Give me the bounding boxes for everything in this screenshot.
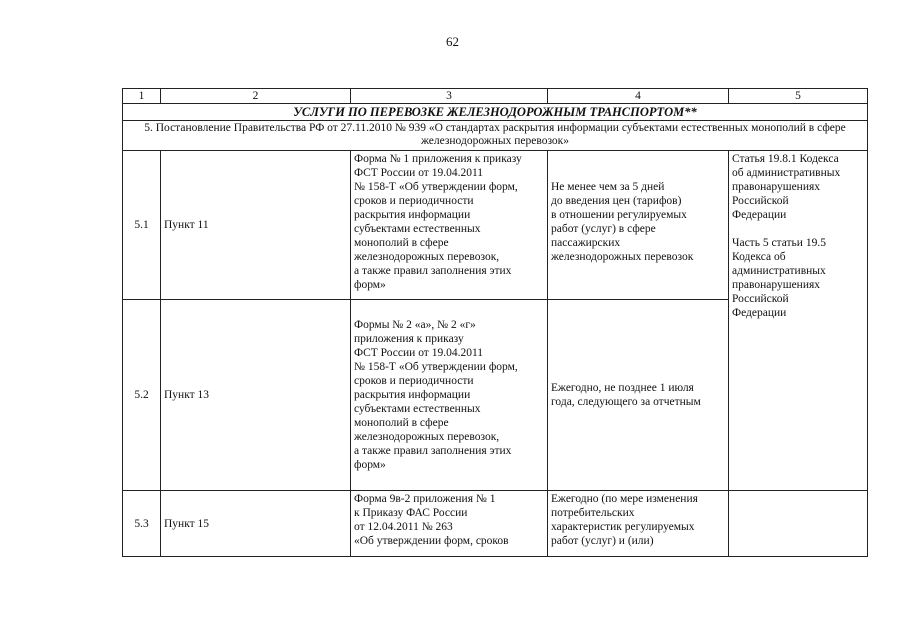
table-row (123, 491, 868, 557)
column-number: 2 (161, 89, 351, 104)
liability-article: Статья 19.8.1 Кодекса об административных правонарушениях Российской Федерации (732, 153, 841, 221)
disclosure-deadline: Ежегодно (по мере изменения потребительских характеристик регулируемых работ (услуг) и (или) (548, 491, 729, 557)
disclosure-form: Формы № 2 «а», № 2 «г» приложения к приказу ФСТ России от 19.04.2011 № 158-Т «Об утверждении форм, сроков и периодичности раскрытия информации субъектами естественных монополий в сфере железнодорожных перевозок, а также правил заполнения этих форм» (351, 300, 548, 491)
liability-article: Часть 5 статьи 19.5 Кодекса об административных правонарушениях Российской Федерации (732, 237, 826, 319)
page-number: 62 (446, 34, 459, 49)
disclosure-form: Форма № 1 приложения к приказу ФСТ России от 19.04.2011 № 158-Т «Об утверждении форм, сроков и периодичности раскрытия информации субъектами естественных монополий в сфере железнодорожных перевозок, а также правил заполнения этих форм» (351, 151, 548, 300)
section-title: УСЛУГИ ПО ПЕРЕВОЗКЕ ЖЕЛЕЗНОДОРОЖНЫМ ТРАНСПОРТОМ** (123, 104, 868, 121)
decree-reference: 5. Постановление Правительства РФ от 27.11.2010 № 939 «О стандартах раскрытия информации субъектами естественных монополий в сфере железнодорожных перевозок» (123, 121, 868, 151)
decree-row (123, 121, 868, 151)
row-number: 5.2 (123, 300, 161, 491)
disclosure-deadline: Ежегодно, не позднее 1 июля года, следующего за отчетным (548, 300, 729, 491)
column-number-row (123, 89, 868, 104)
column-number: 5 (729, 89, 868, 104)
deadline-text: Не менее чем за 5 дней до введения цен (тарифов) в отношении регулируемых работ (услуг) в сфере пассажирских железнодорожных перевозок (551, 181, 694, 263)
column-number: 4 (548, 89, 729, 104)
row-number: 5.3 (123, 491, 161, 557)
column-number: 1 (123, 89, 161, 104)
regulation-point: Пункт 15 (161, 491, 351, 557)
liability-cell (729, 151, 868, 491)
regulation-point: Пункт 11 (161, 151, 351, 300)
row-number: 5.1 (123, 151, 161, 300)
disclosure-table (122, 88, 868, 557)
disclosure-deadline (548, 151, 729, 300)
disclosure-form: Форма 9в-2 приложения № 1 к Приказу ФАС России от 12.04.2011 № 263 «Об утверждении форм, сроков (351, 491, 548, 557)
liability-cell-empty (729, 491, 868, 557)
table-row (123, 151, 868, 300)
column-number: 3 (351, 89, 548, 104)
regulation-point: Пункт 13 (161, 300, 351, 491)
section-title-row (123, 104, 868, 121)
